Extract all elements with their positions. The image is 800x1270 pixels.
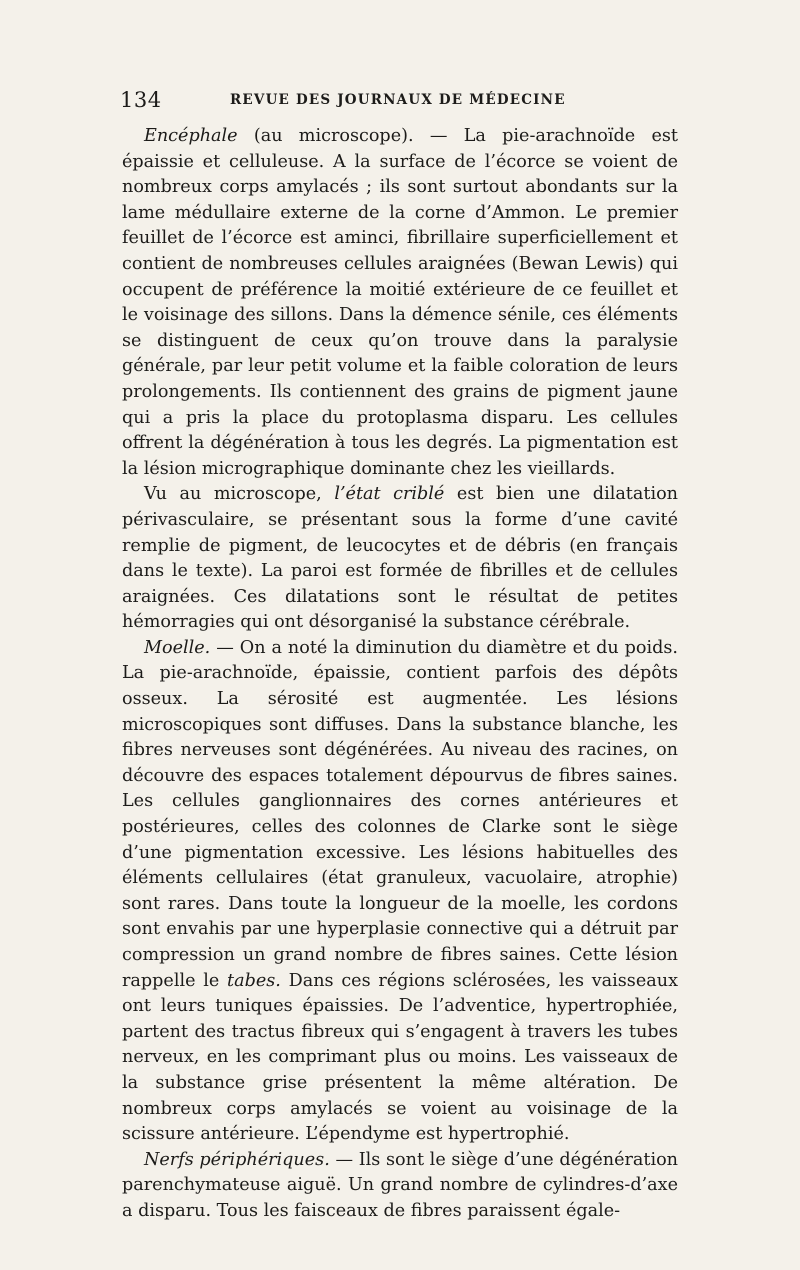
paragraph-moelle: [122, 636, 678, 1148]
section-heading-nerfs: Nerfs périphériques.: [144, 1149, 330, 1170]
term-etat-crible: l’état criblé: [334, 484, 445, 505]
paragraph-text: Vu au microscope,: [144, 484, 335, 505]
paragraph-text: (au microscope). — La pie-arachnoïde est épaissie et celluleuse. A la surface de l’écorce se voient de nombreux corps amylacés ; ils sont surtout abondants sur la lame médullaire externe de la corne d’Ammon. Le premier feuillet de l’écorce est aminci, fibrillaire superficiellement et contient de nombreuses cellules araignées (Bewan Lewis) qui occupent de préférence la moitié extérieure de ce feuillet et le voisinage des sillons. Dans la démence sénile, ces éléments se distinguent de ceux qu’on trouve dans la paralysie générale, par leur petit volume et la faible coloration de leurs prolongements. Ils contiennent des grains de pigment jaune qui a pris la place du protoplasma disparu. Les cellules offrent la dégénération à tous les degrés. La pigmentation est la lésion micrographique dominante chez les vieillards.: [122, 126, 678, 479]
paragraph-text: est bien une dilatation périvasculaire, se présentant sous la forme d’une cavité remplie de pigment, de leucocytes et de débris (en français dans le texte). La paroi est formée de fibrilles et de cellules araignées. Ces dilatations sont le résultat de petites hémorragies qui ont désorganisé la substance cérébrale.: [122, 484, 678, 633]
section-heading-encephale: Encéphale: [144, 126, 238, 146]
running-title: REVUE DES JOURNAUX DE MÉDECINE: [230, 92, 566, 108]
paragraph-text: Dans ces régions sclérosées, les vaisseaux ont leurs tuniques épaissies. De l’adventice, hypertrophiée, partent des tractus fibreux qui s’engagent à travers les tubes nerveux, en les comprimant plus ou moins. Les vaisseaux de la substance grise présentent la même altération. De nombreux corps amylacés se voient au voisinage de la scissure antérieure. L’épendyme est hypertrophié.: [122, 970, 678, 1145]
paragraph-etat-crible: [122, 482, 678, 636]
section-heading-moelle: Moelle.: [144, 637, 211, 658]
page-header: [120, 88, 676, 116]
paragraph-text: — On a noté la diminution du diamètre et du poids. La pie-arachnoïde, épaissie, contient parfois des dépôts osseux. La sérosité est augmentée. Les lésions microscopiques sont diffuses. Dans la substance blanche, les fibres nerveuses sont dégénérées. Au niveau des racines, on découvre des espaces totalement dépourvus de fibres saines. Les cellules ganglionnaires des cornes antérieures et postérieures, celles des colonnes de Clarke sont le siège d’une pigmentation excessive. Les lésions habituelles des éléments cellulaires (état granuleux, vacuolaire, atrophie) sont rares. Dans toute la longueur de la moelle, les cordons sont envahis par une hyperplasie connective qui a détruit par compression un grand nombre de fibres saines. Cette lésion rappelle le: [122, 637, 678, 991]
paragraph-text: — Ils sont le siège d’une dégénération parenchymateuse aiguë. Un grand nombre de cylindres-d’axe a disparu. Tous les faisceaux de fibres paraissent égale-: [122, 1149, 678, 1221]
article-body: [122, 124, 678, 1225]
paragraph-encephale: [122, 124, 678, 482]
term-tabes: tabes.: [227, 970, 281, 991]
paragraph-nerfs: [122, 1148, 678, 1225]
page-number: 134: [120, 88, 162, 112]
